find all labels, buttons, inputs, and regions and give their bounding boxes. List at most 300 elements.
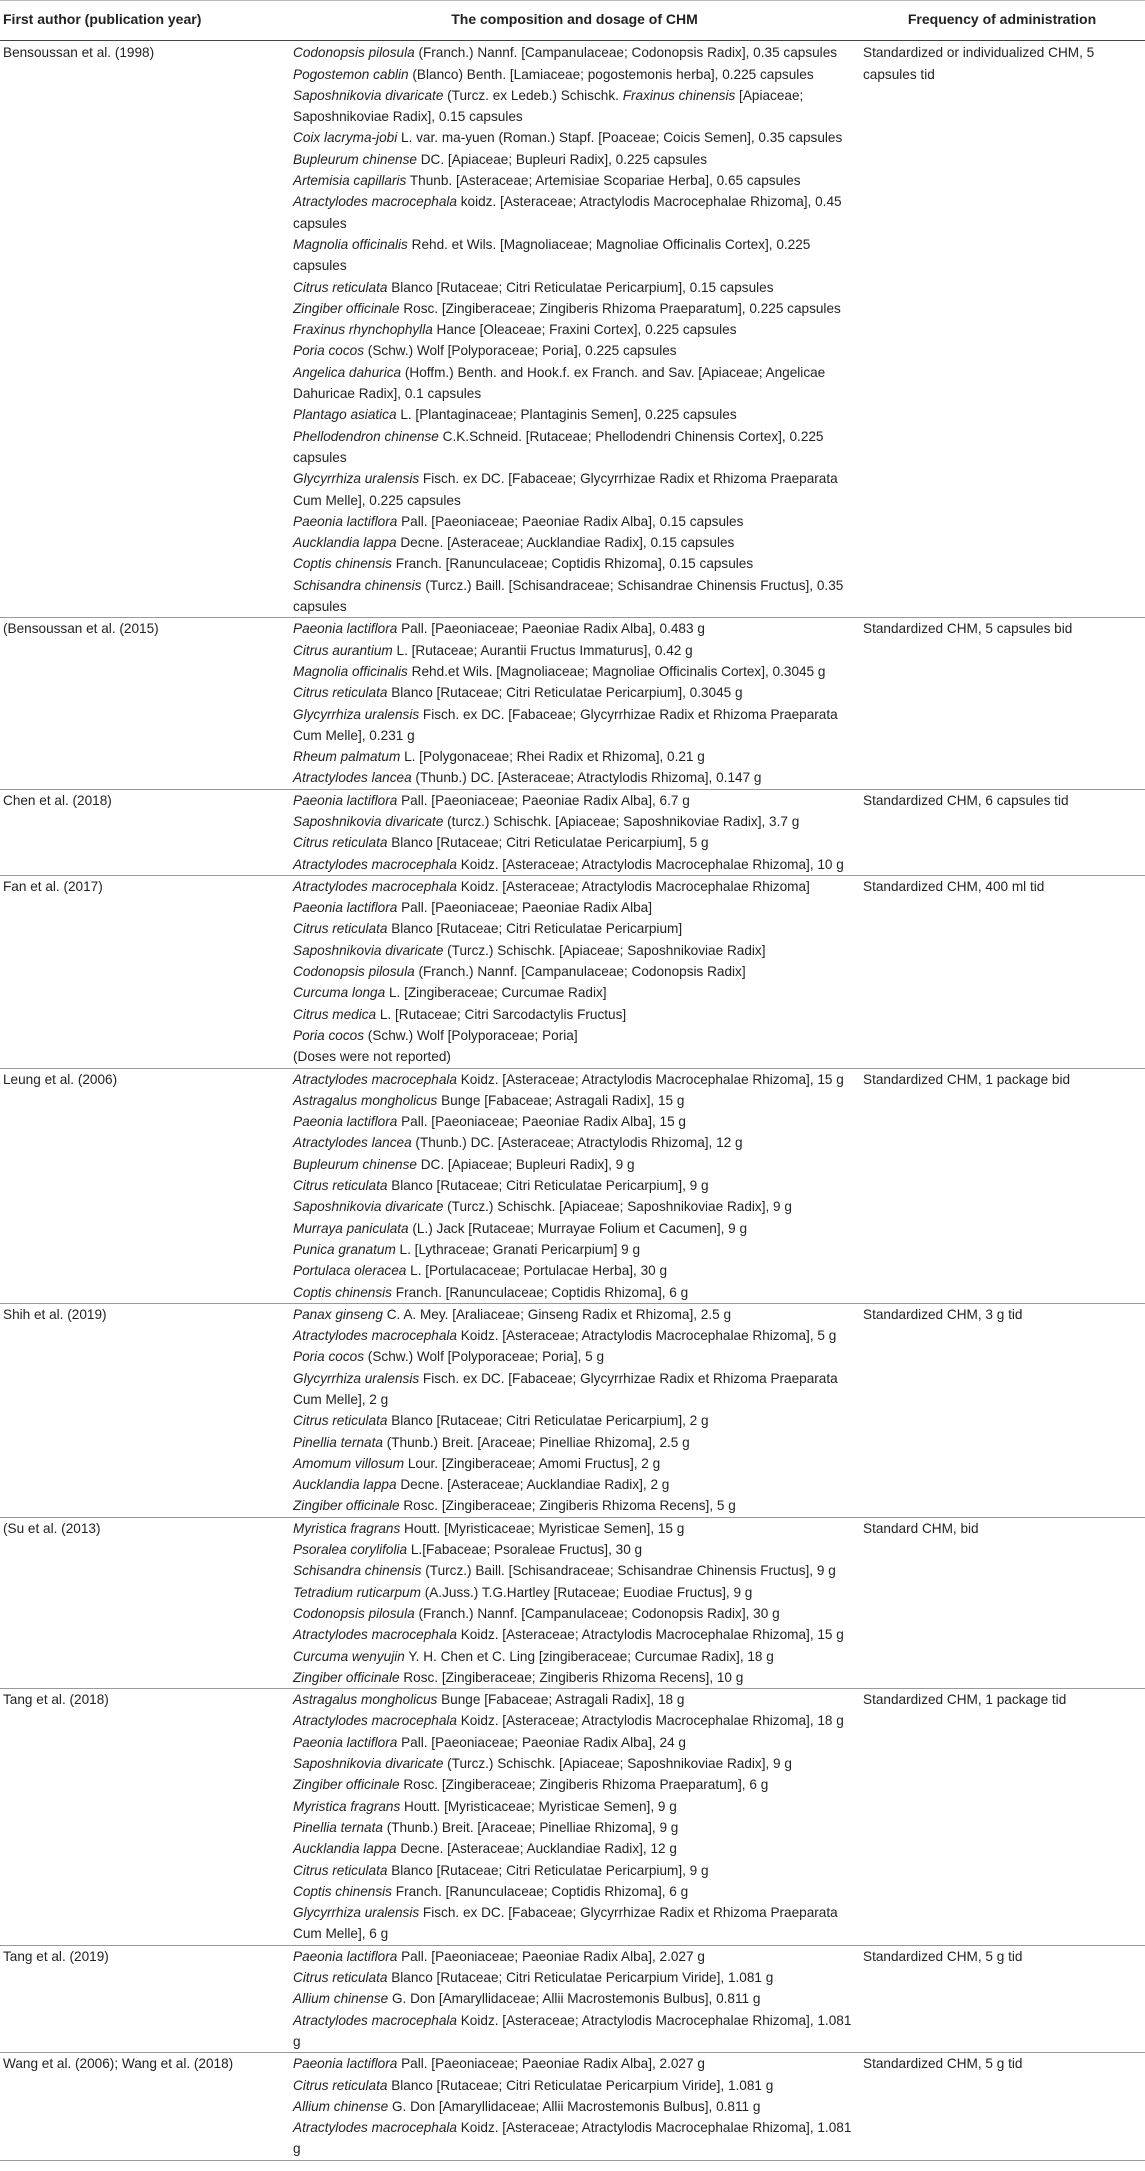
- herb-details: Decne. [Asteraceae; Aucklandiae Radix], 2 g: [396, 1477, 670, 1493]
- herb-details: L. [Plantaginaceae; Plantaginis Semen], 0.225 capsules: [396, 407, 737, 423]
- herb-details: Blanco [Rutaceae; Citri Reticulatae Pericarpium], 0.3045 g: [387, 685, 743, 701]
- herb-entry: [293, 746, 856, 767]
- herb-details: Thunb. [Asteraceae; Artemisiae Scopariae Herba], 0.65 capsules: [406, 173, 801, 189]
- herb-details: (Schw.) Wolf [Polyporaceae; Poria], 5 g: [364, 1349, 605, 1365]
- species-name: Atractylodes macrocephala: [293, 1713, 457, 1729]
- herb-details: DC. [Apiaceae; Bupleuri Radix], 0.225 capsules: [416, 151, 708, 167]
- composition-cell: [290, 1689, 860, 1946]
- species-name: Saposhnikovia divaricate: [293, 1199, 444, 1215]
- species-name: Curcuma longa: [293, 985, 386, 1001]
- frequency-cell: Standardized CHM, 5 capsules bid: [860, 618, 1145, 789]
- herb-details: Pall. [Paeoniaceae; Paeoniae Radix Alba], 24 g: [397, 1734, 686, 1750]
- composition-cell: [290, 41, 860, 618]
- composition-cell: [290, 875, 860, 1068]
- author-cell: (Su et al. (2013): [0, 1517, 290, 1688]
- herb-entry: [293, 1774, 856, 1795]
- herb-details: Blanco [Rutaceae; Citri Reticulatae Pericarpium], 9 g: [387, 1178, 709, 1194]
- herb-details: (Doses were not reported): [293, 1049, 451, 1065]
- herb-entry: [293, 234, 856, 277]
- species-name: Paeonia lactiflora: [293, 792, 398, 808]
- header-row: [0, 1, 1145, 41]
- herb-entry: [293, 1046, 856, 1067]
- species-name: Zingiber officinale: [293, 1498, 400, 1514]
- herb-details: (Turcz.) Baill. [Schisandraceae; Schisandrae Chinensis Fructus], 9 g: [421, 1563, 836, 1579]
- header-frequency: Frequency of administration: [860, 1, 1145, 41]
- herb-entry: [293, 1132, 856, 1153]
- species-name: Allium chinense: [293, 1991, 389, 2007]
- herb-details: (turcz.) Schischk. [Apiaceae; Saposhnikoviae Radix], 3.7 g: [443, 813, 800, 829]
- herb-entry: [293, 832, 856, 853]
- herb-entry: [293, 1453, 856, 1474]
- herb-details: Rehd.et Wils. [Magnoliaceae; Magnoliae Officinalis Cortex], 0.3045 g: [407, 663, 826, 679]
- herb-entry: [293, 85, 856, 128]
- herb-entry: [293, 1817, 856, 1838]
- frequency-cell: Standardized CHM, 5 g tid: [860, 2053, 1145, 2160]
- species-name: Citrus reticulata: [293, 1862, 388, 1878]
- species-name: Magnolia officinalis: [293, 236, 408, 252]
- herb-entry: [293, 298, 856, 319]
- species-name: Portulaca oleracea: [293, 1263, 407, 1279]
- herb-details: Rosc. [Zingiberaceae; Zingiberis Rhizoma Praeparatum], 6 g: [399, 1777, 769, 1793]
- herb-entry: [293, 1025, 856, 1046]
- herb-details: G. Don [Amaryllidaceae; Allii Macrostemonis Bulbus], 0.811 g: [388, 1991, 761, 2007]
- species-name: Atractylodes lancea: [293, 1135, 412, 1151]
- herb-entry: [293, 1902, 856, 1945]
- species-name: Magnolia officinalis: [293, 663, 408, 679]
- herb-entry: [293, 149, 856, 170]
- table-row: [0, 618, 1145, 789]
- herb-entry: [293, 2053, 856, 2074]
- herb-entry: [293, 811, 856, 832]
- species-name: Fraxinus rhynchophylla: [293, 322, 433, 338]
- herb-entry: [293, 1325, 856, 1346]
- herb-details: (Franch.) Nannf. [Campanulaceae; Codonopsis Radix], 30 g: [414, 1605, 780, 1621]
- table-row: [0, 1689, 1145, 1946]
- herb-entry: [293, 277, 856, 298]
- herb-entry: [293, 618, 856, 639]
- herb-details: Rehd. et Wils. [Magnoliaceae; Magnoliae Officinalis Cortex], 0.225 capsules: [293, 236, 811, 274]
- herb-entry: [293, 553, 856, 574]
- herb-entry: [293, 170, 856, 191]
- herb-details: Blanco [Rutaceae; Citri Reticulatae Pericarpium], 2 g: [387, 1413, 709, 1429]
- species-name: Zingiber officinale: [293, 300, 400, 316]
- herb-details: Koidz. [Asteraceae; Atractylodis Macrocephalae Rhizoma], 15 g: [456, 1627, 844, 1643]
- herb-entry: [293, 1667, 856, 1688]
- herb-details: (Schw.) Wolf [Polyporaceae; Poria], 0.225 capsules: [364, 343, 677, 359]
- herb-entry: [293, 1175, 856, 1196]
- header-first-author: First author (publication year): [0, 1, 290, 41]
- species-name: Citrus reticulata: [293, 835, 388, 851]
- frequency-cell: Standardized or individualized CHM, 5 capsules tid: [860, 41, 1145, 618]
- herb-entry: [293, 64, 856, 85]
- herb-details: (Thunb.) DC. [Asteraceae; Atractylodis Rhizoma], 0.147 g: [411, 770, 762, 786]
- species-name: Aucklandia lappa: [293, 1477, 397, 1493]
- species-name: Coptis chinensis: [293, 1883, 392, 1899]
- herb-details: Blanco [Rutaceae; Citri Reticulatae Pericarpium Viride], 1.081 g: [387, 2077, 774, 2093]
- herb-entry: [293, 575, 856, 618]
- herb-entry: [293, 1689, 856, 1710]
- species-name: Atractylodes macrocephala: [293, 194, 457, 210]
- herb-entry: [293, 1111, 856, 1132]
- herb-entry: [293, 2075, 856, 2096]
- herb-entry: [293, 404, 856, 425]
- herb-details: Fisch. ex DC. [Fabaceae; Glycyrrhizae Radix et Rhizoma Praeparata Cum Melle], 0.231 g: [293, 706, 838, 743]
- herb-entry: [293, 918, 856, 939]
- herb-details: (Turcz.) Baill. [Schisandraceae; Schisandrae Chinensis Fructus], 0.35 capsules: [293, 577, 844, 615]
- composition-cell: [290, 1517, 860, 1688]
- species-name: Astragalus mongholicus: [293, 1092, 438, 1108]
- author-cell: Shih et al. (2019): [0, 1303, 290, 1517]
- composition-cell: [290, 1945, 860, 2052]
- composition-cell: [290, 2053, 860, 2160]
- herb-details: Pall. [Paeoniaceae; Paeoniae Radix Alba]: [397, 900, 652, 916]
- herb-details: Koidz. [Asteraceae; Atractylodis Macrocephalae Rhizoma], 1.081 g: [293, 2012, 852, 2049]
- species-name: Paeonia lactiflora: [293, 1948, 398, 1964]
- herb-details: (Turcz.) Schischk. [Apiaceae; Saposhnikoviae Radix], 9 g: [443, 1756, 792, 1772]
- frequency-cell: Standardized CHM, 6 capsules tid: [860, 789, 1145, 875]
- species-name: Atractylodes macrocephala: [293, 878, 457, 894]
- frequency-cell: Standardized CHM, 400 ml tid: [860, 875, 1145, 1068]
- author-cell: Bensoussan et al. (1998): [0, 41, 290, 618]
- herb-entry: [293, 1410, 856, 1431]
- herb-entry: [293, 1539, 856, 1560]
- herb-details: C. A. Mey. [Araliaceae; Ginseng Radix et Rhizoma], 2.5 g: [382, 1306, 732, 1322]
- herb-details: (A.Juss.) T.G.Hartley [Rutaceae; Euodiae Fructus], 9 g: [420, 1584, 753, 1600]
- species-name: Glycyrrhiza uralensis: [293, 706, 420, 722]
- herb-entry: [293, 767, 856, 788]
- species-name: Citrus reticulata: [293, 685, 388, 701]
- herb-details: Rosc. [Zingiberaceae; Zingiberis Rhizoma Praeparatum], 0.225 capsules: [399, 300, 841, 316]
- species-name: Zingiber officinale: [293, 1777, 400, 1793]
- species-name: Saposhnikovia divaricate: [293, 942, 444, 958]
- herb-entry: [293, 1432, 856, 1453]
- herb-details: (Hoffm.) Benth. and Hook.f. ex Franch. and Sav. [Apiaceae; Angelicae Dahuricae Radix], 0.1 capsules: [293, 364, 826, 402]
- herb-details: Blanco [Rutaceae; Citri Reticulatae Pericarpium]: [387, 921, 683, 937]
- herb-entry: [293, 1218, 856, 1239]
- herb-entry: [293, 1881, 856, 1902]
- species-name: Myristica fragrans: [293, 1798, 401, 1814]
- frequency-cell: Standardized CHM, 1 package tid: [860, 1689, 1145, 1946]
- species-name: Panax ginseng: [293, 1306, 383, 1322]
- herb-details: Houtt. [Myristicaceae; Myristicae Semen], 9 g: [400, 1798, 677, 1814]
- species-name: Citrus reticulata: [293, 279, 388, 295]
- herb-details: Franch. [Ranunculaceae; Coptidis Rhizoma], 6 g: [391, 1284, 689, 1300]
- herb-entry: [293, 897, 856, 918]
- species-name: Glycyrrhiza uralensis: [293, 471, 420, 487]
- species-name: Paeonia lactiflora: [293, 513, 398, 529]
- species-name: Tetradium ruticarpum: [293, 1584, 421, 1600]
- herb-entry: [293, 362, 856, 405]
- species-name: Aucklandia lappa: [293, 1841, 397, 1857]
- table-row: [0, 2053, 1145, 2160]
- herb-details: Pall. [Paeoniaceae; Paeoniae Radix Alba], 6.7 g: [397, 792, 690, 808]
- header-composition: The composition and dosage of CHM: [290, 1, 860, 41]
- species-name: Coptis chinensis: [293, 1284, 392, 1300]
- herb-entry: [293, 2117, 856, 2160]
- herb-details: Koidz. [Asteraceae; Atractylodis Macrocephalae Rhizoma]: [456, 878, 810, 894]
- herb-entry: [293, 127, 856, 148]
- species-name: Poria cocos: [293, 1027, 365, 1043]
- herb-details: L.[Fabaceae; Psoraleae Fructus], 30 g: [407, 1542, 643, 1558]
- species-name: Saposhnikovia divaricate: [293, 813, 444, 829]
- herb-entry: [293, 1646, 856, 1667]
- species-name: Pogostemon cablin: [293, 66, 409, 82]
- herb-details: (Franch.) Nannf. [Campanulaceae; Codonopsis Radix], 0.35 capsules: [414, 45, 838, 61]
- herb-details: (L.) Jack [Rutaceae; Murrayae Folium et Cacumen], 9 g: [408, 1220, 748, 1236]
- herb-entry: [293, 1710, 856, 1731]
- table-row: [0, 41, 1145, 618]
- table-row: [0, 1517, 1145, 1688]
- herb-entry: [293, 982, 856, 1003]
- herb-entry: [293, 1946, 856, 1967]
- herb-entry: [293, 876, 856, 897]
- table-row: [0, 1303, 1145, 1517]
- species-name: Rheum palmatum: [293, 749, 401, 765]
- herb-details: (Turcz. ex Ledeb.) Schischk.: [443, 87, 623, 103]
- species-name: Paeonia lactiflora: [293, 1734, 398, 1750]
- herb-entry: [293, 790, 856, 811]
- herb-entry: [293, 1368, 856, 1411]
- herb-details: (Thunb.) Breit. [Araceae; Pinelliae Rhizoma], 2.5 g: [382, 1434, 690, 1450]
- composition-cell: [290, 618, 860, 789]
- herb-details: Fisch. ex DC. [Fabaceae; Glycyrrhizae Radix et Rhizoma Praeparata Cum Melle], 2 g: [293, 1370, 838, 1407]
- herb-entry: [293, 1838, 856, 1859]
- table-header: [0, 1, 1145, 41]
- species-name: Murraya paniculata: [293, 1220, 409, 1236]
- herb-entry: [293, 1603, 856, 1624]
- frequency-cell: Standardized CHM, 5 g tid: [860, 1945, 1145, 2052]
- species-name: Psoralea corylifolia: [293, 1542, 408, 1558]
- herb-details: Rosc. [Zingiberaceae; Zingiberis Rhizoma Recens], 10 g: [399, 1669, 744, 1685]
- table-body: [0, 41, 1145, 2160]
- table-row: [0, 789, 1145, 875]
- herb-entry: [293, 961, 856, 982]
- author-cell: Chen et al. (2018): [0, 789, 290, 875]
- herb-entry: [293, 1239, 856, 1260]
- species-name: Pinellia ternata: [293, 1434, 383, 1450]
- herb-details: Koidz. [Asteraceae; Atractylodis Macrocephalae Rhizoma], 15 g: [456, 1071, 844, 1087]
- herb-details: Fisch. ex DC. [Fabaceae; Glycyrrhizae Radix et Rhizoma Praeparata Cum Melle], 0.225 capsules: [293, 471, 838, 508]
- herb-details: L. [Polygonaceae; Rhei Radix et Rhizoma], 0.21 g: [400, 749, 705, 765]
- herb-details: DC. [Apiaceae; Bupleuri Radix], 9 g: [416, 1156, 635, 1172]
- herb-entry: [293, 1624, 856, 1645]
- species-name: Atractylodes macrocephala: [293, 1328, 457, 1344]
- herb-details: L. var. ma-yuen (Roman.) Stapf. [Poaceae; Coicis Semen], 0.35 capsules: [397, 130, 843, 146]
- species-name: Poria cocos: [293, 1349, 365, 1365]
- herb-details: Franch. [Ranunculaceae; Coptidis Rhizoma], 6 g: [391, 1883, 689, 1899]
- herb-entry: [293, 1967, 856, 1988]
- species-name: Glycyrrhiza uralensis: [293, 1370, 420, 1386]
- herb-details: L. [Zingiberaceae; Curcumae Radix]: [385, 985, 607, 1001]
- author-cell: Tang et al. (2018): [0, 1689, 290, 1946]
- species-name: Aucklandia lappa: [293, 535, 397, 551]
- herb-details: Blanco [Rutaceae; Citri Reticulatae Pericarpium], 9 g: [387, 1862, 709, 1878]
- herb-details: (Schw.) Wolf [Polyporaceae; Poria]: [364, 1027, 578, 1043]
- herb-details: Houtt. [Myristicaceae; Myristicae Semen], 15 g: [400, 1520, 685, 1536]
- herb-details: Hance [Oleaceae; Fraxini Cortex], 0.225 capsules: [432, 322, 737, 338]
- herb-entry: [293, 1518, 856, 1539]
- species-name: Punica granatum: [293, 1241, 396, 1257]
- herb-entry: [293, 1282, 856, 1303]
- species-name: Codonopsis pilosula: [293, 45, 415, 61]
- herb-details: Rosc. [Zingiberaceae; Zingiberis Rhizoma Recens], 5 g: [399, 1498, 736, 1514]
- herb-details: Pall. [Paeoniaceae; Paeoniae Radix Alba], 2.027 g: [397, 2056, 705, 2072]
- composition-cell: [290, 1068, 860, 1303]
- herb-entry: [293, 940, 856, 961]
- herb-entry: [293, 1004, 856, 1025]
- herb-entry: [293, 2096, 856, 2117]
- species-name: Poria cocos: [293, 343, 365, 359]
- herb-details: Fisch. ex DC. [Fabaceae; Glycyrrhizae Radix et Rhizoma Praeparata Cum Melle], 6 g: [293, 1905, 838, 1942]
- herb-details: L. [Rutaceae; Aurantii Fructus Immaturus], 0.42 g: [392, 642, 693, 658]
- herb-details: C.K.Schneid. [Rutaceae; Phellodendri Chinensis Cortex], 0.225 capsules: [293, 428, 824, 465]
- herb-details: Y. H. Chen et C. Ling [zingiberaceae; Curcumae Radix], 18 g: [404, 1648, 774, 1664]
- species-name: Citrus reticulata: [293, 921, 388, 937]
- herb-details: G. Don [Amaryllidaceae; Allii Macrostemonis Bulbus], 0.811 g: [388, 2098, 761, 2114]
- species-name: Citrus reticulata: [293, 1413, 388, 1429]
- herb-entry: [293, 319, 856, 340]
- species-name: Myristica fragrans: [293, 1520, 401, 1536]
- herb-details: Koidz. [Asteraceae; Atractylodis Macrocephalae Rhizoma], 10 g: [456, 856, 844, 872]
- herb-details: Decne. [Asteraceae; Aucklandiae Radix], 12 g: [396, 1841, 677, 1857]
- species-name: Saposhnikovia divaricate: [293, 1756, 444, 1772]
- herb-entry: [293, 1260, 856, 1281]
- species-name: Bupleurum chinense: [293, 151, 417, 167]
- species-name: Citrus medica: [293, 1006, 377, 1022]
- author-cell: (Bensoussan et al. (2015): [0, 618, 290, 789]
- author-cell: Leung et al. (2006): [0, 1068, 290, 1303]
- species-name: Phellodendron chinense: [293, 428, 439, 444]
- herb-entry: [293, 682, 856, 703]
- herb-entry: [293, 1090, 856, 1111]
- species-name: Citrus reticulata: [293, 1178, 388, 1194]
- herb-entry: [293, 1346, 856, 1367]
- table-row: [0, 1068, 1145, 1303]
- species-name: Glycyrrhiza uralensis: [293, 1905, 420, 1921]
- herb-entry: [293, 340, 856, 361]
- composition-cell: [290, 1303, 860, 1517]
- species-name: Angelica dahurica: [293, 364, 402, 380]
- species-name: Artemisia capillaris: [293, 173, 407, 189]
- herb-entry: [293, 42, 856, 63]
- species-name: Fraxinus chinensis: [622, 87, 736, 103]
- composition-cell: [290, 789, 860, 875]
- species-name: Atractylodes macrocephala: [293, 1627, 457, 1643]
- herb-entry: [293, 1154, 856, 1175]
- species-name: Codonopsis pilosula: [293, 964, 415, 980]
- herb-entry: [293, 1560, 856, 1581]
- species-name: Atractylodes macrocephala: [293, 1071, 457, 1087]
- herb-details: Koidz. [Asteraceae; Atractylodis Macrocephalae Rhizoma], 18 g: [456, 1713, 844, 1729]
- herb-entry: [293, 1753, 856, 1774]
- herb-entry: [293, 1860, 856, 1881]
- species-name: Coix lacryma-jobi: [293, 130, 398, 146]
- herb-details: (Thunb.) DC. [Asteraceae; Atractylodis Rhizoma], 12 g: [411, 1135, 743, 1151]
- species-name: Paeonia lactiflora: [293, 1114, 398, 1130]
- herb-details: (Turcz.) Schischk. [Apiaceae; Saposhnikoviae Radix]: [443, 942, 766, 958]
- species-name: Schisandra chinensis: [293, 1563, 422, 1579]
- herb-details: (Thunb.) Breit. [Araceae; Pinelliae Rhizoma], 9 g: [382, 1819, 679, 1835]
- herb-entry: [293, 191, 856, 234]
- species-name: Astragalus mongholicus: [293, 1692, 438, 1708]
- herb-details: Koidz. [Asteraceae; Atractylodis Macrocephalae Rhizoma], 5 g: [456, 1328, 837, 1344]
- herb-entry: [293, 1069, 856, 1090]
- herb-details: L. [Lythraceae; Granati Pericarpium] 9 g: [395, 1241, 641, 1257]
- herb-details: Blanco [Rutaceae; Citri Reticulatae Pericarpium Viride], 1.081 g: [387, 1970, 774, 1986]
- herb-entry: [293, 1796, 856, 1817]
- table-row: [0, 1945, 1145, 2052]
- species-name: Coptis chinensis: [293, 556, 392, 572]
- herb-details: (Turcz.) Schischk. [Apiaceae; Saposhnikoviae Radix], 9 g: [443, 1199, 792, 1215]
- herb-details: Pall. [Paeoniaceae; Paeoniae Radix Alba], 0.483 g: [397, 621, 705, 637]
- species-name: Atractylodes macrocephala: [293, 2120, 457, 2136]
- species-name: Zingiber officinale: [293, 1669, 400, 1685]
- species-name: Paeonia lactiflora: [293, 621, 398, 637]
- species-name: Paeonia lactiflora: [293, 900, 398, 916]
- herb-details: Blanco [Rutaceae; Citri Reticulatae Pericarpium], 5 g: [387, 835, 709, 851]
- author-cell: Fan et al. (2017): [0, 875, 290, 1068]
- frequency-cell: Standard CHM, bid: [860, 1517, 1145, 1688]
- species-name: Citrus reticulata: [293, 2077, 388, 2093]
- herb-details: Franch. [Ranunculaceae; Coptidis Rhizoma], 0.15 capsules: [391, 556, 754, 572]
- herb-entry: [293, 661, 856, 682]
- herb-details: L. [Portulacaceae; Portulacae Herba], 30 g: [406, 1263, 668, 1279]
- herb-details: (Blanco) Benth. [Lamiaceae; pogostemonis herba], 0.225 capsules: [408, 66, 814, 82]
- species-name: Plantago asiatica: [293, 407, 397, 423]
- species-name: Codonopsis pilosula: [293, 1605, 415, 1621]
- frequency-cell: Standardized CHM, 3 g tid: [860, 1303, 1145, 1517]
- herb-details: Blanco [Rutaceae; Citri Reticulatae Pericarpium], 0.15 capsules: [387, 279, 774, 295]
- herb-details: Pall. [Paeoniaceae; Paeoniae Radix Alba], 0.15 capsules: [397, 513, 744, 529]
- herb-entry: [293, 1582, 856, 1603]
- species-name: Citrus reticulata: [293, 1970, 388, 1986]
- species-name: Bupleurum chinense: [293, 1156, 417, 1172]
- herb-entry: [293, 1495, 856, 1516]
- herb-details: L. [Rutaceae; Citri Sarcodactylis Fructus]: [376, 1006, 627, 1022]
- herb-details: Koidz. [Asteraceae; Atractylodis Macrocephalae Rhizoma], 1.081 g: [293, 2120, 852, 2157]
- species-name: Atractylodes macrocephala: [293, 856, 457, 872]
- herb-entry: [293, 704, 856, 747]
- herb-details: Pall. [Paeoniaceae; Paeoniae Radix Alba], 15 g: [397, 1114, 686, 1130]
- author-cell: Tang et al. (2019): [0, 1945, 290, 2052]
- species-name: Allium chinense: [293, 2098, 389, 2114]
- species-name: Curcuma wenyujin: [293, 1648, 405, 1664]
- species-name: Atractylodes lancea: [293, 770, 412, 786]
- herb-entry: [293, 854, 856, 875]
- herb-details: koidz. [Asteraceae; Atractylodis Macrocephalae Rhizoma], 0.45 capsules: [293, 194, 842, 231]
- author-cell: Wang et al. (2006); Wang et al. (2018): [0, 2053, 290, 2160]
- herb-details: Bunge [Fabaceae; Astragali Radix], 15 g: [437, 1092, 685, 1108]
- herb-details: Bunge [Fabaceae; Astragali Radix], 18 g: [437, 1692, 685, 1708]
- herb-entry: [293, 1988, 856, 2009]
- herb-details: (Franch.) Nannf. [Campanulaceae; Codonopsis Radix]: [414, 964, 746, 980]
- herb-entry: [293, 1196, 856, 1217]
- species-name: Pinellia ternata: [293, 1819, 383, 1835]
- herb-entry: [293, 2010, 856, 2053]
- herb-entry: [293, 1474, 856, 1495]
- herb-details: [Apiaceae; Saposhnikoviae Radix], 0.15 capsules: [293, 87, 804, 125]
- species-name: Paeonia lactiflora: [293, 2056, 398, 2072]
- species-name: Saposhnikovia divaricate: [293, 87, 444, 103]
- herb-entry: [293, 532, 856, 553]
- species-name: Atractylodes macrocephala: [293, 2012, 457, 2028]
- herb-entry: [293, 468, 856, 511]
- herb-details: Pall. [Paeoniaceae; Paeoniae Radix Alba], 2.027 g: [397, 1948, 705, 1964]
- species-name: Schisandra chinensis: [293, 577, 422, 593]
- table-row: [0, 875, 1145, 1068]
- herb-entry: [293, 640, 856, 661]
- herb-entry: [293, 426, 856, 469]
